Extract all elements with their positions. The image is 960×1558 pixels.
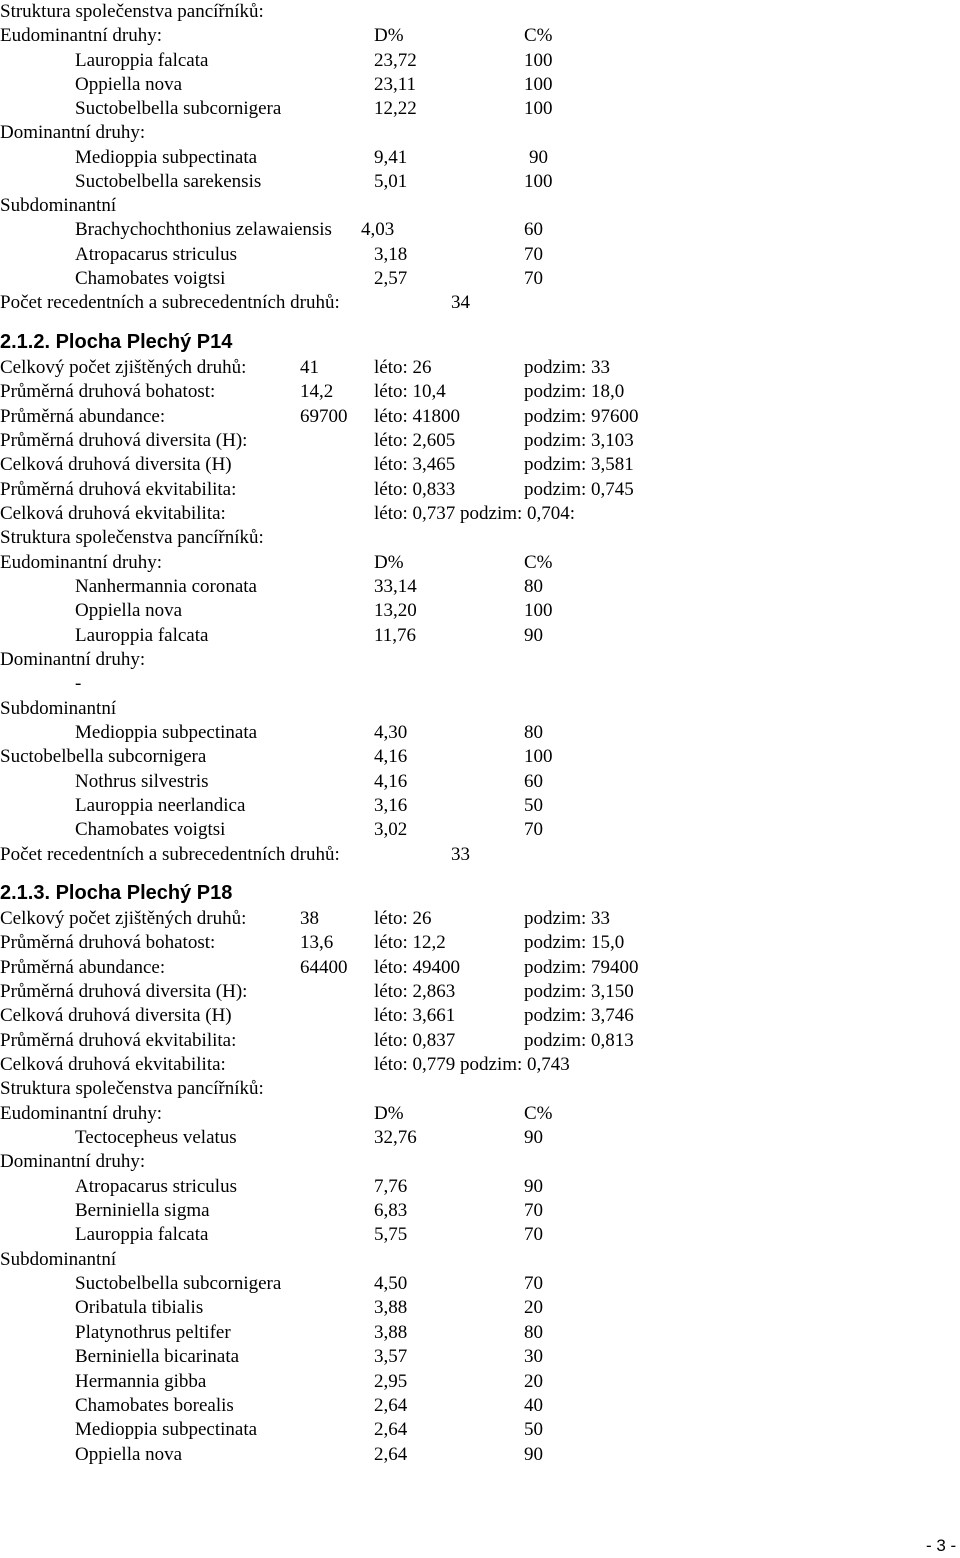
species-name: Suctobelbella sarekensis [75, 171, 262, 192]
species-name: Hermannia gibba [75, 1371, 207, 1392]
dominance-value: 23,72 [374, 50, 417, 71]
species-name: Suctobelbella subcornigera [0, 746, 207, 767]
stat-summer: léto: 2,605 [374, 430, 456, 451]
species-name: Berniniella sigma [75, 1200, 210, 1221]
stat-summer: léto: 3,465 [374, 454, 456, 475]
text: Struktura společenstva pancířníků: [0, 1078, 264, 1099]
constancy-value: 90 [524, 1127, 543, 1148]
constancy-value: 90 [524, 625, 543, 646]
stat-label: Průměrná abundance: [0, 406, 166, 427]
species-name: Suctobelbella subcornigera [75, 98, 282, 119]
constancy-value: 60 [524, 219, 543, 240]
constancy-value: 40 [524, 1395, 543, 1416]
species-name: Oppiella nova [75, 1444, 183, 1465]
stat-value: 13,6 [300, 932, 334, 953]
dominance-value: 4,50 [374, 1273, 408, 1294]
stat-value: 41 [300, 357, 319, 378]
constancy-value: 20 [524, 1297, 543, 1318]
stat-autumn: podzim: 18,0 [524, 381, 625, 402]
dominance-value: 3,16 [374, 795, 408, 816]
constancy-value: 100 [524, 50, 553, 71]
recedent-value: 34 [451, 292, 470, 313]
text: Struktura společenstva pancířníků: [0, 1, 264, 22]
constancy-value: 100 [524, 600, 553, 621]
stat-summer: léto: 2,863 [374, 981, 456, 1002]
dominance-value: 3,88 [374, 1322, 408, 1343]
constancy-value: 70 [524, 1200, 543, 1221]
constancy-value: 50 [524, 795, 543, 816]
constancy-value: 50 [524, 1419, 543, 1440]
page-number: - 3 - [926, 1536, 957, 1555]
species-name: Lauroppia falcata [75, 50, 209, 71]
col-c-header: C% [524, 25, 553, 46]
subdominant-label: Subdominantní [0, 195, 117, 216]
species-name: Oppiella nova [75, 74, 183, 95]
stat-label: Průměrná druhová bohatost: [0, 932, 216, 953]
species-name: Medioppia subpectinata [75, 147, 258, 168]
species-name: Medioppia subpectinata [75, 1419, 258, 1440]
dominance-value: 7,76 [374, 1176, 408, 1197]
dominant-label: Dominantní druhy: [0, 649, 146, 670]
dominance-value: 33,14 [374, 576, 417, 597]
dominance-value: 4,16 [374, 746, 408, 767]
species-name: Atropacarus striculus [75, 1176, 237, 1197]
subdominant-label: Subdominantní [0, 698, 117, 719]
recedent-label: Počet recedentních a subrecedentních druhů: [0, 292, 340, 313]
dominance-value: 11,76 [374, 625, 417, 646]
stat-label: Celková druhová diversita (H) [0, 454, 232, 475]
stat-value: 14,2 [300, 381, 334, 402]
constancy-value: 70 [524, 819, 543, 840]
eudominant-label: Eudominantní druhy: [0, 25, 163, 46]
stat-autumn: podzim: 3,581 [524, 454, 634, 475]
none-marker: - [75, 673, 82, 694]
constancy-value: 70 [524, 268, 543, 289]
stat-label: Průměrná druhová bohatost: [0, 381, 216, 402]
constancy-value: 20 [524, 1371, 543, 1392]
species-name: Lauroppia falcata [75, 625, 209, 646]
species-name: Atropacarus striculus [75, 244, 237, 265]
eudominant-label: Eudominantní druhy: [0, 1103, 163, 1124]
stat-label: Průměrná druhová ekvitabilita: [0, 1030, 237, 1051]
dominance-value: 2,64 [374, 1419, 408, 1440]
stat-autumn: podzim: 33 [524, 357, 611, 378]
stat-summer: léto: 41800 [374, 406, 461, 427]
constancy-value: 90 [529, 147, 548, 168]
stat-label: Celkový počet zjištěných druhů: [0, 908, 247, 929]
text: Struktura společenstva pancířníků: [0, 527, 264, 548]
stat-label: Průměrná druhová diversita (H): [0, 981, 248, 1002]
stat-label: Celková druhová ekvitabilita: [0, 503, 226, 524]
constancy-value: 60 [524, 771, 543, 792]
species-name: Chamobates voigtsi [75, 819, 226, 840]
stat-autumn: podzim: 3,150 [524, 981, 634, 1002]
dominance-value: 3,02 [374, 819, 408, 840]
stat-label: Průměrná abundance: [0, 957, 166, 978]
heading-text: 2.1.3. Plocha Plechý P18 [0, 882, 233, 904]
constancy-value: 90 [524, 1444, 543, 1465]
dominance-value: 6,83 [374, 1200, 408, 1221]
stat-seasons: léto: 0,737 podzim: 0,704: [374, 503, 576, 524]
col-d-header: D% [374, 1103, 404, 1124]
species-name: Berniniella bicarinata [75, 1346, 240, 1367]
subdominant-label: Subdominantní [0, 1249, 117, 1270]
stat-autumn: podzim: 0,813 [524, 1030, 634, 1051]
dominant-label: Dominantní druhy: [0, 1151, 146, 1172]
dominance-value: 4,03 [361, 219, 395, 240]
stat-autumn: podzim: 79400 [524, 957, 639, 978]
constancy-value: 70 [524, 1224, 543, 1245]
stat-autumn: podzim: 97600 [524, 406, 639, 427]
species-name: Suctobelbella subcornigera [75, 1273, 282, 1294]
constancy-value: 80 [524, 1322, 543, 1343]
stat-label: Celková druhová ekvitabilita: [0, 1054, 226, 1075]
dominance-value: 3,18 [374, 244, 408, 265]
dominance-value: 2,95 [374, 1371, 408, 1392]
species-name: Oppiella nova [75, 600, 183, 621]
species-name: Medioppia subpectinata [75, 722, 258, 743]
species-name: Platynothrus peltifer [75, 1322, 231, 1343]
heading-text: 2.1.2. Plocha Plechý P14 [0, 331, 233, 353]
stat-summer: léto: 3,661 [374, 1005, 456, 1026]
stat-autumn: podzim: 3,746 [524, 1005, 634, 1026]
stat-summer: léto: 0,837 [374, 1030, 456, 1051]
species-name: Lauroppia falcata [75, 1224, 209, 1245]
species-name: Brachychochthonius zelawaiensis [75, 219, 332, 240]
stat-autumn: podzim: 3,103 [524, 430, 634, 451]
stat-autumn: podzim: 0,745 [524, 479, 634, 500]
constancy-value: 80 [524, 722, 543, 743]
constancy-value: 100 [524, 171, 553, 192]
dominance-value: 9,41 [374, 147, 408, 168]
dominance-value: 13,20 [374, 600, 417, 621]
stat-label: Průměrná druhová ekvitabilita: [0, 479, 237, 500]
stat-value: 69700 [300, 406, 348, 427]
species-name: Chamobates borealis [75, 1395, 234, 1416]
stat-value: 38 [300, 908, 319, 929]
dominance-value: 2,64 [374, 1444, 408, 1465]
constancy-value: 100 [524, 74, 553, 95]
recedent-label: Počet recedentních a subrecedentních druhů: [0, 844, 340, 865]
dominance-value: 2,64 [374, 1395, 408, 1416]
stat-summer: léto: 49400 [374, 957, 461, 978]
dominance-value: 3,88 [374, 1297, 408, 1318]
dominant-label: Dominantní druhy: [0, 122, 146, 143]
stat-summer: léto: 12,2 [374, 932, 446, 953]
col-d-header: D% [374, 552, 404, 573]
dominance-value: 5,01 [374, 171, 408, 192]
dominance-value: 2,57 [374, 268, 408, 289]
constancy-value: 70 [524, 244, 543, 265]
recedent-value: 33 [451, 844, 470, 865]
dominance-value: 4,30 [374, 722, 408, 743]
constancy-value: 80 [524, 576, 543, 597]
dominance-value: 5,75 [374, 1224, 408, 1245]
stat-autumn: podzim: 15,0 [524, 932, 625, 953]
stat-summer: léto: 10,4 [374, 381, 446, 402]
stat-autumn: podzim: 33 [524, 908, 611, 929]
dominance-value: 23,11 [374, 74, 417, 95]
species-name: Chamobates voigtsi [75, 268, 226, 289]
species-name: Tectocepheus velatus [75, 1127, 237, 1148]
dominance-value: 32,76 [374, 1127, 417, 1148]
stat-seasons: léto: 0,779 podzim: 0,743 [374, 1054, 570, 1075]
constancy-value: 100 [524, 746, 553, 767]
species-name: Nanhermannia coronata [75, 576, 257, 597]
species-name: Lauroppia neerlandica [75, 795, 246, 816]
col-c-header: C% [524, 552, 553, 573]
stat-value: 64400 [300, 957, 348, 978]
col-d-header: D% [374, 25, 404, 46]
eudominant-label: Eudominantní druhy: [0, 552, 163, 573]
col-c-header: C% [524, 1103, 553, 1124]
dominance-value: 12,22 [374, 98, 417, 119]
species-name: Oribatula tibialis [75, 1297, 204, 1318]
species-name: Nothrus silvestris [75, 771, 209, 792]
stat-label: Celkový počet zjištěných druhů: [0, 357, 247, 378]
constancy-value: 100 [524, 98, 553, 119]
constancy-value: 30 [524, 1346, 543, 1367]
stat-label: Celková druhová diversita (H) [0, 1005, 232, 1026]
stat-label: Průměrná druhová diversita (H): [0, 430, 248, 451]
stat-summer: léto: 26 [374, 357, 432, 378]
dominance-value: 4,16 [374, 771, 408, 792]
constancy-value: 90 [524, 1176, 543, 1197]
stat-summer: léto: 0,833 [374, 479, 456, 500]
constancy-value: 70 [524, 1273, 543, 1294]
stat-summer: léto: 26 [374, 908, 432, 929]
dominance-value: 3,57 [374, 1346, 408, 1367]
